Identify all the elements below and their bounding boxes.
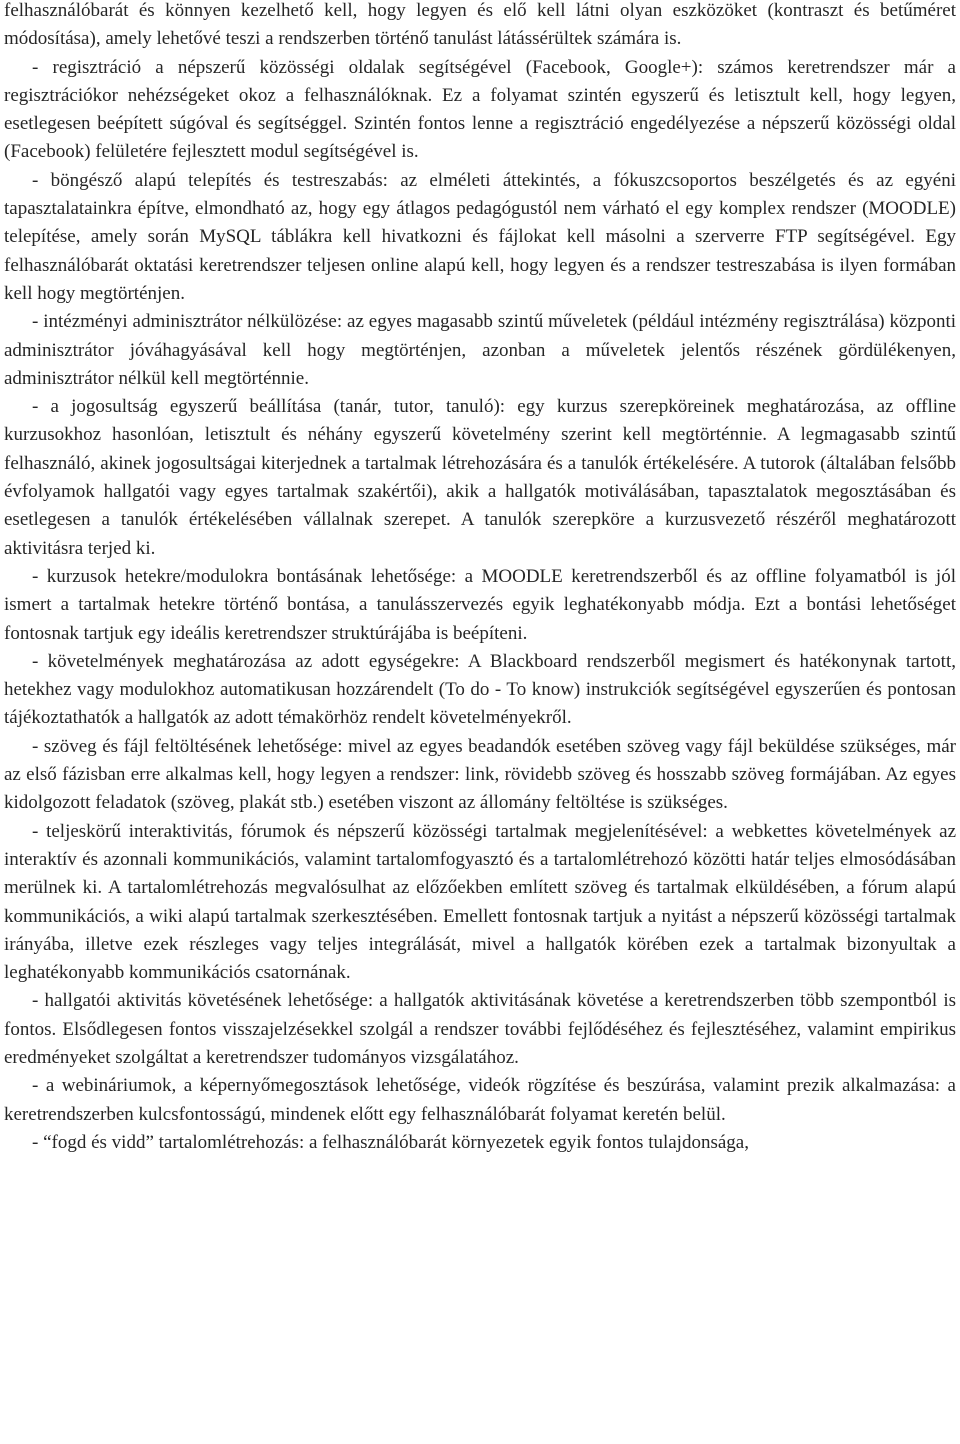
paragraph-interactivity: - teljeskörű interaktivitás, fórumok és népszerű közösségi tartalmak megjelenítésével: a webkettes követelmények az interaktív és azonnali kommunikációs, valamint tartalomfogyasztó és a tartalomlétrehozó közötti határ teljes elmosódásában merülnek ki. A tartalomlétrehozás megvalósulhat az előzőekben említett szöveg és tartalmak elküldésében, a fórum alapú kommunikációs, a wiki alapú tartalmak szerkesztésében. Emellett fontosnak tartjuk a nyitást a népszerű közösségi tartalmak irányába, illetve ezek részleges vagy teljes integrálását, mivel a hallgatók körében ezek a tartalmak bizonyultak a leghatékonyabb kommunikációs csatornának. (4, 820, 956, 984)
paragraph-activity-tracking: - hallgatói aktivitás követésének lehetősége: a hallgatók aktivitásának követése a keretrendszerben több szempontból is fontos. Elsődlegesen fontos visszajelzésekkel szolgál a rendszer további fejlődéséhez és fejlesztéséhez, valamint empirikus eredményeket szolgáltat a keretrendszer tudományos vizsgálatához. (4, 990, 956, 1068)
paragraph-permissions: - a jogosultság egyszerű beállítása (tanár, tutor, tanuló): egy kurzus szerepköreinek meghatározása, az offline kurzusokhoz hasonlóan, letisztult és néhány egyszerű követelmény szerint kell megtörténnie. A legmagasabb szintű felhasználó, akinek jogosultságai kiterjednek a tartalmak létrehozására és a tanulók értékelésére. A tutorok (általában felsőbb évfolyamok hallgatói vagy egyes tartalmak szakértői), akik a hallgatók motiválásában, tapasztalatok megosztásában és esetlegesen a tanulók értékelésében vállalnak szerepet. A tanulók szerepköre a kurzusvezető részéről meghatározott aktivitásra terjed ki. (4, 396, 956, 559)
paragraph-requirements: - követelmények meghatározása az adott egységekre: A Blackboard rendszerből megismert és hatékonynak tartott, hetekhez vagy modulokhoz automatikusan hozzárendelt (To do - To know) instrukciók segítségével egyszerűen és pontosan tájékoztathatók a hallgatók az adott témakörhöz rendelt követelményekről. (4, 650, 956, 729)
paragraph-drag-and-drop: - “fogd és vidd” tartalomlétrehozás: a felhasználóbarát környezetek egyik fontos tulajdonsága, (32, 1131, 749, 1153)
paragraph-institutional-admin: - intézményi adminisztrátor nélkülözése: az egyes magasabb szintű műveletek (például intézmény regisztrálása) központi adminisztrátor jóváhagyásával kell hogy megtörténjen, azonban a műveletek jelentős részének gördülékenyen, adminisztrátor nélkül kell megtörténnie. (4, 311, 956, 389)
paragraph-course-modules: - kurzusok hetekre/modulokra bontásának lehetősége: a MOODLE keretrendszerből és az offline folyamatból is jól ismert a tartalmak hetekre történő bontása, a tanulásszervezés egyik leghatékonyabb módja. Ezt a bontási lehetőséget fontosnak tartjuk egy ideális keretrendszer struktúrájába is beépíteni. (4, 565, 956, 644)
paragraph-registration: - regisztráció a népszerű közösségi oldalak segítségével (Facebook, Google+): számos keretrendszer már a regisztrációkor nehézségeket okoz a felhasználóknak. Ez a folyamat szintén egyszerű és letisztult kell, hogy legyen, esetlegesen beépített súgóval és segítséggel. Szintén fontos lenne a regisztráció engedélyezése a népszerű közösségi oldal (Facebook) felületére fejlesztett modul segítségével is. (4, 56, 956, 163)
paragraph-accessibility: felhasználóbarát és könnyen kezelhető kell, hogy legyen és elő kell látni olyan eszközöket (kontraszt és betűméret módosítása), amely lehetővé teszi a rendszerben történő tanulást látássérültek számára is. (4, 0, 956, 50)
document-page (4, 0, 956, 1157)
paragraph-webinars: - a webináriumok, a képernyőmegosztások lehetősége, videók rögzítése és beszúrása, valamint prezik alkalmazása: a keretrendszerben kulcsfontosságú, mindenek előtt egy felhasználóbarát folyamat keretén belül. (4, 1075, 956, 1125)
paragraph-file-upload: - szöveg és fájl feltöltésének lehetősége: mivel az egyes beadandók esetében szöveg vagy fájl beküldése szükséges, már az első fázisban erre alkalmas kell, hogy legyen a rendszer: link, rövidebb szöveg és hosszabb szöveg formájában. Az egyes kidolgozott feladatok (szöveg, plakát stb.) esetében viszont az állomány feltöltése is szükséges. (4, 735, 956, 814)
paragraph-browser-install: - böngésző alapú telepítés és testreszabás: az elméleti áttekintés, a fókuszcsoportos beszélgetés és az egyéni tapasztalatainkra építve, elmondható az, hogy egy átlagos pedagógustól nem várható el egy komplex rendszer (MOODLE) telepítése, amely során MySQL táblákra kell hivatkozni és fájlokat kell másolni a szerverre FTP segítségével. Egy felhasználóbarát oktatási keretrendszer teljesen online alapú kell, hogy legyen és a rendszer testreszabása is ilyen formában kell hogy megtörténjen. (4, 169, 956, 304)
